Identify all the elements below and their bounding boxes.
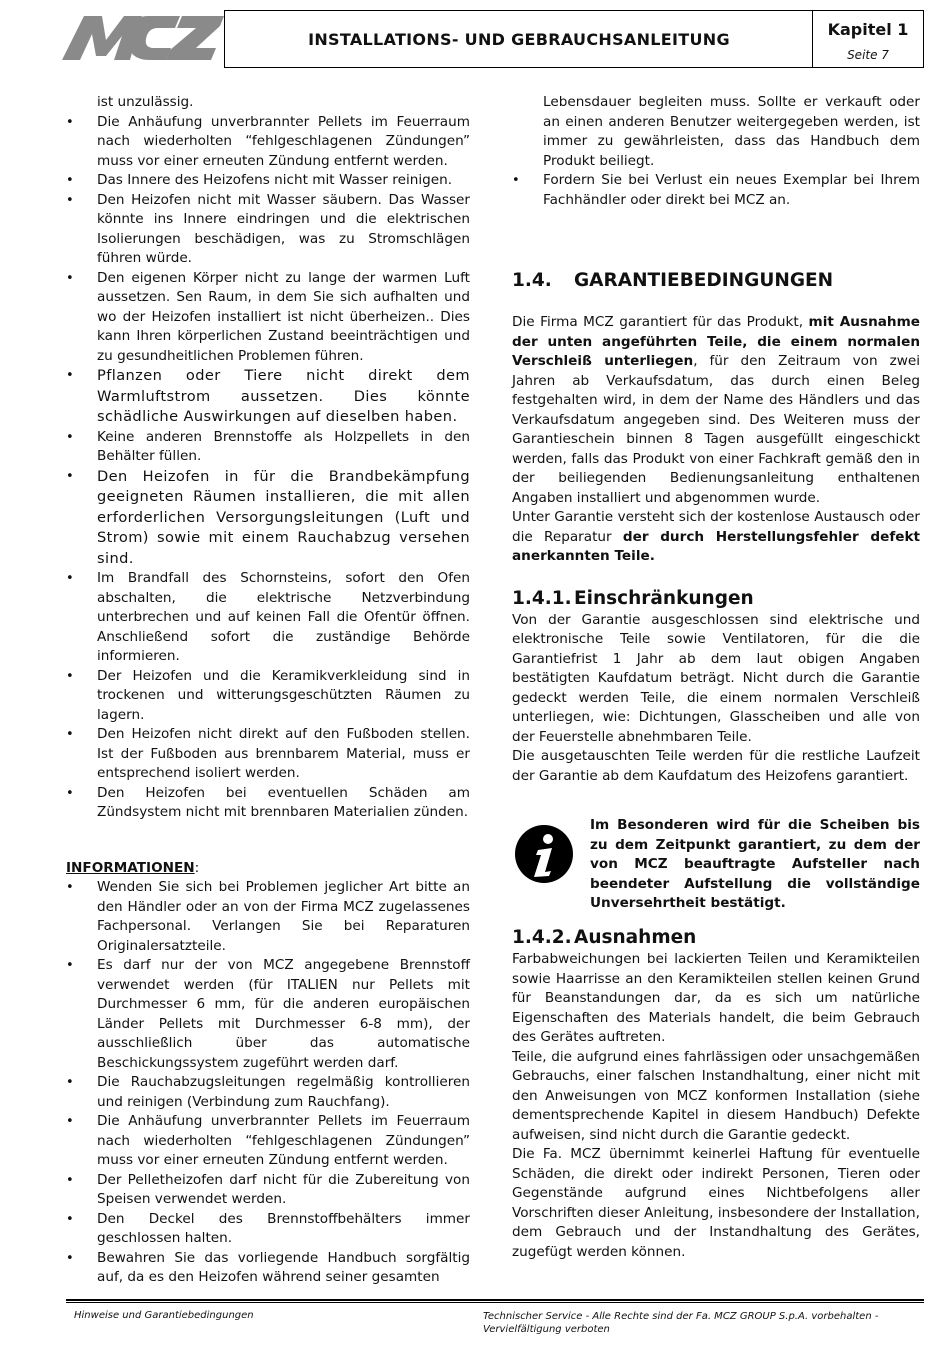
warranty-paragraph: Die Firma MCZ garantiert für das Produkt, mit Ausnahme der unten angeführten Teile, die einem normalen Verschleiß unterliegen, für den Zeitraum von zwei Jahren ab Verkaufsdatum, das durch einen Beleg festgehalten wird, in dem der Name des Händlers und das Verkaufsdatum angegeben sind. Des Weiteren muss der Garantieschein binnen 8 Tagen ausgefüllt eingeschickt werden, falls das Produkt von einer Fachkraft gemäß den in der beiliegenden Bedienungsanleitung enthaltenen Angaben installiert und abgenommen wurde. — [512, 314, 920, 506]
list-item: • Es darf nur der von MCZ angegebene Brennstoff verwendet werden (für ITALIEN nur Pellets mit Durchmesser 6 mm, für die anderen europäischen Länder Pellets mit Durchmesser 6-8 mm), der ausschließlich über das automatische Beschickungssystem zugeführt werden darf. — [66, 956, 470, 1073]
exceptions-paragraph: Teile, die aufgrund eines fahrlässigen oder unsachgemäßen Gebrauchs, einer falschen Instandhaltung, einer nicht mit den Anweisungen von MCZ konformen Installation (siehe dementsprechende Kapitel in diesem Handbuch) Defekte aufweisen, sind nicht durch die Garantie gedeckt. — [512, 1048, 920, 1143]
list-item: • Den Heizofen nicht mit Wasser säubern. Das Wasser könnte ins Innere eindringen und die elektrischen Isolierungen beschädigen, was zu Stromschlägen führen würde. — [66, 191, 470, 269]
page-header — [0, 0, 950, 80]
list-item: • Der Heizofen und die Keramikverkleidung sind in trockenen und witterungsgeschützten Räumen zu lagern. — [66, 667, 470, 726]
list-item: • Wenden Sie sich bei Problemen jeglicher Art bitte an den Händler oder an von der Firma MCZ zugelassenes Fachpersonal. Verlangen Sie bei Reparaturen Originalersatzteile. — [66, 878, 470, 956]
safety-list — [66, 113, 470, 823]
info-list — [66, 878, 470, 1288]
list-item: • Den eigenen Körper nicht zu lange der warmen Luft aussetzen. Sen Raum, in dem Sie sich aufhalten und wo der Heizofen installiert ist nicht überheizen.. Dies kann Ihren körperlichen Zustand beeinträchtigen und zu gesundheitlichen Problemen führen. — [66, 269, 470, 367]
document-title: INSTALLATIONS- UND GEBRAUCHSANLEITUNG — [308, 30, 730, 49]
info-note — [512, 816, 920, 916]
list-item: • Die Anhäufung unverbrannter Pellets im Feuerraum nach wiederholten “fehlgeschlagenen Zündungen” muss vor einer erneuten Zündung entfernt werden. — [66, 113, 470, 172]
list-item: • Den Deckel des Brennstoffbehälters immer geschlossen halten. — [66, 1210, 470, 1249]
continued-text: Lebensdauer begleiten muss. Sollte er verkauft oder an einen anderen Benutzer weitergegeben werden, ist immer zu gewährleisten, dass das Handbuch dem Produkt beiliegt. — [543, 94, 920, 169]
info-heading: INFORMATIONEN: — [66, 859, 200, 876]
list-item: • Den Heizofen nicht direkt auf den Fußboden stellen. Ist der Fußboden aus brennbarem Material, muss er entsprechend isoliert werden. — [66, 725, 470, 784]
exceptions-paragraph: Die Fa. MCZ übernimmt keinerlei Haftung für eventuelle Schäden, die direkt oder indirekt Personen, Tieren oder Gegenstände aufgrund eines Nichtbefolgens aller Vorschriften dieser Anleitung, insbesondere der Installation, dem Gebrauch und der Instandhaltung des Gerätes, zugefügt werden können. — [512, 1146, 920, 1260]
list-item: • Pflanzen oder Tiere nicht direkt dem Warmluftstrom aussetzen. Dies könnte schädliche Auswirkungen auf dieselben haben. — [66, 366, 470, 428]
section-heading-1-4-2: 1.4.2. Ausnahmen — [512, 927, 697, 948]
chapter-box — [812, 10, 924, 68]
restrictions-paragraph: Von der Garantie ausgeschlossen sind elektrische und elektronische Teile sowie Ventilatoren, für die die Garantiefrist 1 Jahr ab dem laut obigen Angaben bestätigten Kaufdatum beträgt. Nicht durch die Garantie gedeckt werden Teile, die einem normalen Verschleiß unterliegen, wie: Dichtungen, Glasscheiben und alle von der Feuerstelle abnehmbaren Teile. — [512, 611, 920, 745]
list-item: • Im Brandfall des Schornsteins, sofort den Ofen abschalten, die elektrische Netzverbindung unterbrechen und auf keinen Fall die Ofentür öffnen. Anschließend sofort die zuständige Behörde informieren. — [66, 569, 470, 667]
list-item: • Die Anhäufung unverbrannter Pellets im Feuerraum nach wiederholten “fehlgeschlagenen Zündungen” muss vor einer erneuten Zündung entfernt werden. — [66, 1112, 470, 1171]
list-item: • Fordern Sie bei Verlust ein neues Exemplar bei Ihrem Fachhändler oder direkt bei MCZ an. — [512, 171, 920, 210]
restrictions-paragraph: Die ausgetauschten Teile werden für die restliche Laufzeit der Garantie ab dem Kaufdatum des Heizofens garantiert. — [512, 748, 920, 784]
info-icon — [514, 824, 574, 884]
mcz-logo — [62, 10, 224, 62]
list-item: • Bewahren Sie das vorliegende Handbuch sorgfältig auf, da es den Heizofen während seiner gesamten — [66, 1249, 470, 1288]
manual-list — [512, 171, 920, 210]
right-column — [512, 93, 920, 1262]
continued-text: ist unzulässig. — [97, 94, 194, 110]
info-note-text: Im Besonderen wird für die Scheiben bis zu dem Zeitpunkt garantiert, zu dem der von MCZ beauftragte Aufsteller nach beendeter Aufstellung die vollständige Unversehrtheit bestätigt. — [590, 817, 920, 911]
left-column — [66, 93, 470, 1288]
footer-copyright: Technischer Service - Alle Rechte sind der Fa. MCZ GROUP S.p.A. vorbehalten - Vervielfältigung verboten — [483, 1311, 879, 1335]
section-heading-1-4: 1.4. GARANTIEBEDINGUNGEN — [512, 270, 834, 291]
list-item: • Der Pelletheizofen darf nicht für die Zubereitung von Speisen verwendet werden. — [66, 1171, 470, 1210]
page-number: Seite 7 — [847, 48, 889, 62]
exceptions-paragraph: Farbabweichungen bei lackierten Teilen und Keramikteilen sowie Haarrisse an den Keramikteilen stellen keinen Grund für Beanstandungen dar, da es sich um natürliche Eigenschaften des Materials handelt, die beim Gebrauch des Gerätes auftreten. — [512, 951, 920, 1045]
footer-divider — [66, 1299, 924, 1301]
warranty-paragraph: Unter Garantie versteht sich der kostenlose Austausch oder die Reparatur der durch Herstellungsfehler defekt anerkannten Teile. — [512, 509, 920, 564]
list-item: • Die Rauchabzugsleitungen regelmäßig kontrollieren und reinigen (Verbindung zum Rauchfang). — [66, 1073, 470, 1112]
section-heading-1-4-1: 1.4.1. Einschränkungen — [512, 587, 754, 609]
header-title-box — [224, 10, 813, 68]
footer-divider-thin — [66, 1302, 924, 1303]
list-item: • Den Heizofen in für die Brandbekämpfung geeigneten Räumen installieren, die mit allen erforderlichen Versorgungsleitungen (Luft und Strom) sowie mit einem Rauchabzug versehen sind. — [66, 467, 470, 570]
list-item: • Das Innere des Heizofens nicht mit Wasser reinigen. — [66, 171, 470, 191]
list-item: • Keine anderen Brennstoffe als Holzpellets in den Behälter füllen. — [66, 428, 470, 467]
list-item: • Den Heizofen bei eventuellen Schäden am Zündsystem nicht mit brennbaren Materialien zünden. — [66, 784, 470, 823]
footer-section-name: Hinweise und Garantiebedingungen — [74, 1310, 254, 1321]
chapter-label: Kapitel 1 — [827, 20, 909, 39]
